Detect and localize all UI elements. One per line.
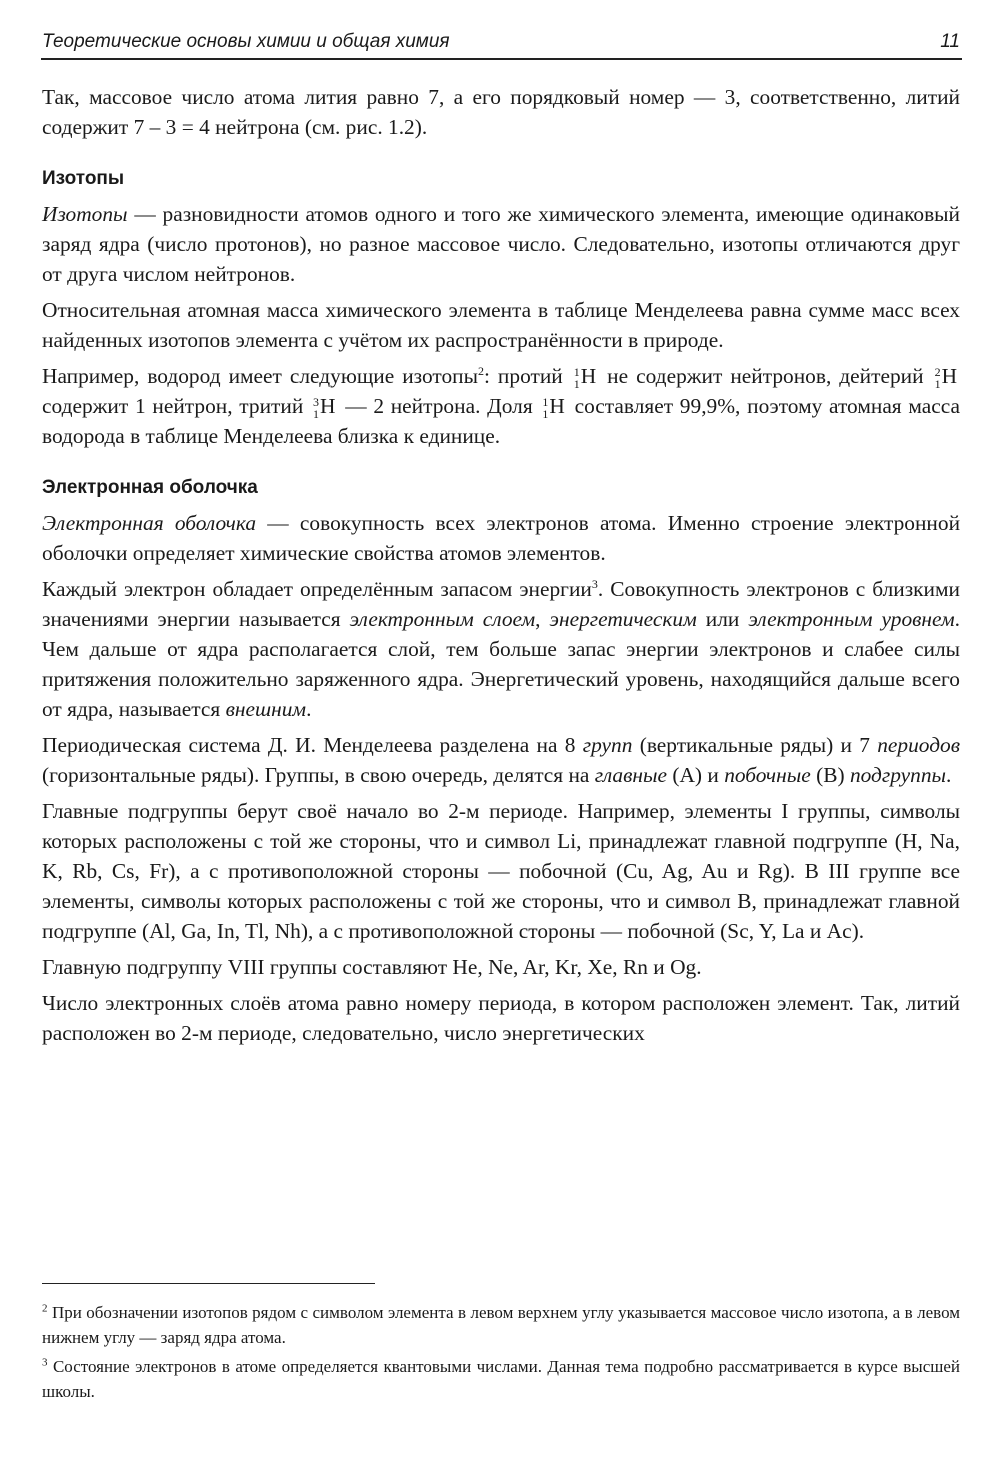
text-run: не содержит нейтронов, дейтерий: [599, 364, 932, 388]
running-header-title: Теоретические основы химии и общая химия: [42, 31, 450, 52]
footnote-3: [42, 1354, 960, 1404]
isotope-mass-number: 1: [573, 365, 580, 380]
text-run: или: [696, 607, 749, 631]
isotope-mass-number: 2: [934, 365, 941, 380]
main-subgroups-paragraph: Главные подгруппы берут своё начало во 2-м периоде. Например, элементы I группы, символы которых расположены с той же стороны, что и символ Li, принадлежат главной подгруппе (H, Na, K, Rb, Cs, Fr), а с противоположной стороны — побочной (Cu, Ag, Au и Rg). В III группе все элементы, символы которых расположены с той же стороны, что и символ B, принадлежат главной подгруппе (Al, Ga, In, Tl, Nh), а с противоположной стороны — побочной (Sc, Y, La и Ac).: [42, 799, 960, 943]
text-run: . Совокупность электронов с близкими значениями энергии называется: [42, 577, 960, 631]
term-secondary: побочные: [724, 763, 811, 787]
isotope-charge: 1: [573, 377, 580, 392]
footnote-text: При обозначении изотопов рядом с символом элемента в левом верхнем углу указывается массовое число изотопа, а в левом нижнем углу — заряд ядра атома.: [42, 1303, 960, 1347]
term-groups: групп: [582, 733, 633, 757]
footnotes: [42, 1300, 960, 1408]
isotopes-definition-text: — разновидности атомов одного и того же химического элемента, имеющие одинаковый заряд ядра (число протонов), но разное массовое число. Следовательно, изотопы отличаются друг от друга числом нейтронов.: [42, 202, 960, 286]
text-run: (вертикальные ряды) и 7: [632, 733, 878, 757]
element-symbol: H: [941, 364, 958, 389]
footnote-number: 2: [42, 1302, 48, 1315]
isotope-charge: 1: [934, 377, 941, 392]
text-run: содержит 1 нейтрон, тритий: [42, 394, 311, 418]
footnote-ref-3[interactable]: 3: [591, 576, 598, 591]
text-run: — совокупность всех электронов атома. Именно строение электронной оболочки определяет химические свойства атомов элементов.: [42, 511, 961, 565]
term-main: главные: [594, 763, 668, 787]
isotope-notation-tritium: [313, 396, 335, 420]
page-number: 11: [940, 31, 960, 52]
term-periods: периодов: [877, 733, 960, 757]
text-run: .: [306, 697, 312, 721]
isotope-charge: 1: [542, 407, 549, 422]
element-symbol: H: [580, 364, 597, 389]
footnote-separator: [42, 1283, 375, 1284]
footnote-number: 3: [42, 1356, 48, 1369]
text-run: (горизонтальные ряды). Группы, в свою очередь, делятся на: [42, 763, 595, 787]
text-run: . Чем дальше от ядра располагается слой, тем больше запас энергии электронов и слабее силы притяжения положительно заряженного ядра. Энергетический уровень, находящийся дальше всего от ядра, называется: [42, 607, 961, 721]
electron-layers-paragraph: Число электронных слоёв атома равно номеру периода, в котором расположен элемент. Так, литий расположен во 2-м периоде, следовательно, число энергетических: [42, 991, 960, 1045]
element-symbol: H: [549, 394, 565, 419]
term-electron-level: электронным уровнем: [748, 607, 955, 631]
term-outer: внешним: [225, 697, 307, 721]
footnote-ref-2[interactable]: 2: [478, 363, 484, 378]
electron-shell-term: Электронная оболочка: [42, 511, 257, 535]
intro-paragraph: Так, массовое число атома лития равно 7, а его порядковый номер — 3, соответственно, литий содержит 7 – 3 = 4 нейтрона (см. рис. 1.2).: [42, 85, 960, 139]
energy-levels-paragraph: [42, 574, 960, 724]
section-heading-isotopes: Изотопы: [42, 168, 125, 189]
footnote-text: Состояние электронов в атоме определяется квантовыми числами. Данная тема подробно рассматривается в курсе высшей школы.: [42, 1357, 960, 1401]
footnote-2: [42, 1300, 960, 1350]
section-heading-electron-shell: Электронная оболочка: [42, 477, 258, 498]
isotope-charge: 1: [313, 407, 320, 422]
isotopes-term: Изотопы: [42, 202, 128, 226]
group-eight-paragraph: Главную подгруппу VIII группы составляют He, Ne, Ar, Kr, Xe, Rn и Og.: [42, 955, 702, 979]
term-energetic: энергетическим: [549, 607, 697, 631]
text-run: ,: [535, 607, 550, 631]
periodic-system-paragraph: [42, 730, 960, 790]
electron-shell-definition-paragraph: [42, 508, 960, 568]
isotope-notation-protium: [574, 366, 596, 390]
text-run: Периодическая система Д. И. Менделеева разделена на 8: [42, 733, 583, 757]
text-run: составляет 99,9%, поэтому атомная масса водорода в таблице Менделеева близка к единице.: [42, 394, 961, 448]
isotope-mass-number: 1: [542, 395, 549, 410]
text-run: (А) и: [667, 763, 725, 787]
page-body: [42, 82, 960, 1054]
element-symbol: H: [320, 394, 336, 419]
text-run: (В): [810, 763, 850, 787]
text-run: — 2 нейтрона. Доля: [338, 394, 540, 418]
isotope-mass-number: 3: [313, 395, 320, 410]
term-electron-layer: электронным слоем: [349, 607, 536, 631]
hydrogen-isotopes-paragraph: [42, 361, 960, 451]
text-run: .: [946, 763, 952, 787]
isotope-notation-protium-share: [542, 396, 564, 420]
term-subgroups: подгруппы: [849, 763, 947, 787]
text-run: : протий: [484, 364, 571, 388]
isotope-notation-deuterium: [935, 366, 957, 390]
text-run: Например, водород имеет следующие изотопы: [42, 364, 478, 388]
isotopes-definition-paragraph: [42, 199, 960, 289]
atomic-mass-paragraph: Относительная атомная масса химического элемента в таблице Менделеева равна сумме масс всех найденных изотопов элемента с учётом их распространённости в природе.: [42, 298, 960, 352]
text-run: Каждый электрон обладает определённым запасом энергии: [42, 577, 592, 601]
running-header: [41, 30, 962, 60]
